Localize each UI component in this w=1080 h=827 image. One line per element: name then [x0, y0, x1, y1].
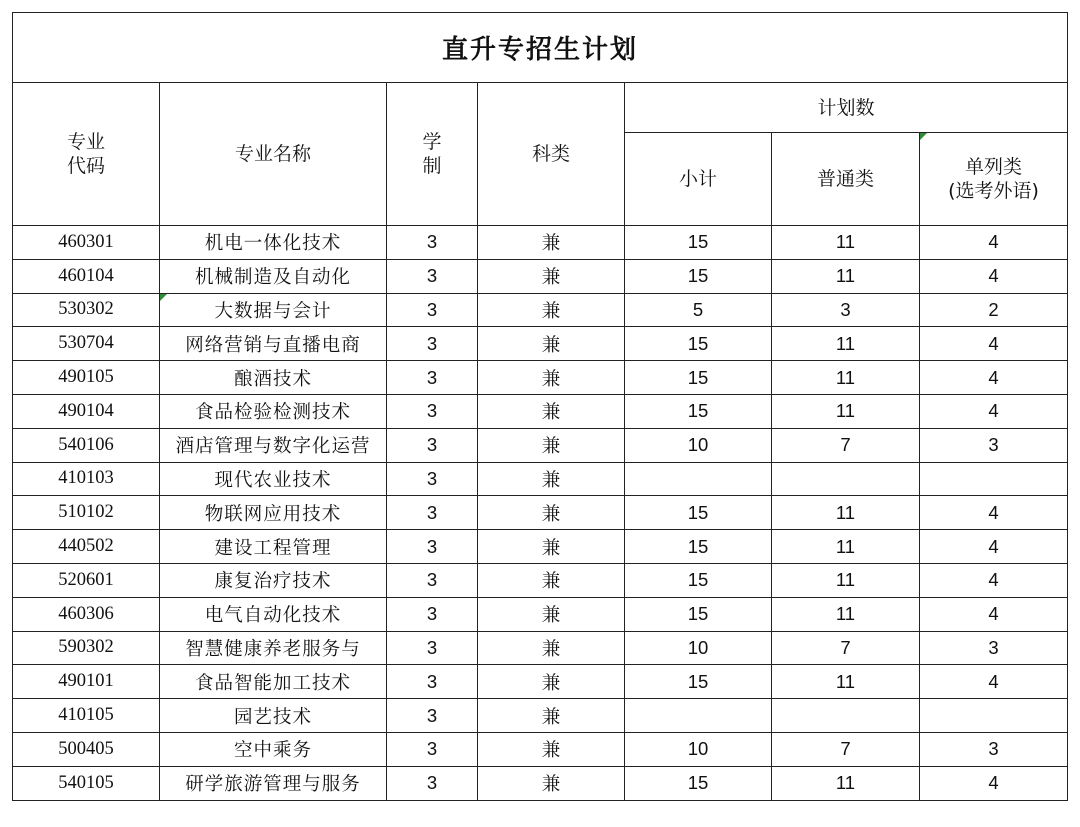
cell-regular: 11: [772, 226, 920, 260]
cell-category: 兼: [478, 361, 625, 395]
cell-separate: 3: [920, 631, 1068, 665]
cell-category: 兼: [478, 631, 625, 665]
cell-years: 3: [387, 563, 478, 597]
cell-category: 兼: [478, 699, 625, 733]
cell-code: 540106: [13, 428, 160, 462]
cell-subtotal: 15: [625, 361, 772, 395]
header-subtotal: 小计: [625, 133, 772, 226]
table-row: [13, 766, 1068, 800]
cell-name: 空中乘务: [160, 732, 387, 766]
cell-subtotal: 15: [625, 563, 772, 597]
header-major-code-line1: 专业: [66, 131, 105, 153]
cell-years: 3: [387, 428, 478, 462]
cell-regular: [772, 462, 920, 496]
cell-regular: 7: [772, 732, 920, 766]
cell-code: 490104: [13, 394, 160, 428]
table-body: [13, 13, 1068, 801]
cell-category: 兼: [478, 732, 625, 766]
cell-separate: 3: [920, 428, 1068, 462]
cell-subtotal: 15: [625, 496, 772, 530]
header-separate-line2: (选考外语): [948, 180, 1039, 202]
cell-separate: 4: [920, 496, 1068, 530]
cell-code: 440502: [13, 530, 160, 564]
cell-subtotal: 10: [625, 732, 772, 766]
header-years: [387, 83, 478, 226]
cell-subtotal: 15: [625, 530, 772, 564]
cell-separate: 4: [920, 361, 1068, 395]
cell-years: 3: [387, 226, 478, 260]
cell-regular: 11: [772, 496, 920, 530]
cell-separate: 4: [920, 394, 1068, 428]
cell-subtotal: 10: [625, 631, 772, 665]
cell-name: 研学旅游管理与服务: [160, 766, 387, 800]
table-row: [13, 226, 1068, 260]
enrollment-plan-sheet: [12, 12, 1068, 801]
cell-years: 3: [387, 530, 478, 564]
table-title: 直升专招生计划: [13, 13, 1068, 83]
cell-years: 3: [387, 361, 478, 395]
cell-category: 兼: [478, 394, 625, 428]
cell-separate: 4: [920, 563, 1068, 597]
cell-years: 3: [387, 394, 478, 428]
header-separate-line1: 单列类: [964, 156, 1022, 178]
header-separate: [920, 133, 1068, 226]
cell-years: 3: [387, 631, 478, 665]
cell-category: 兼: [478, 259, 625, 293]
cell-subtotal: 15: [625, 226, 772, 260]
cell-name: 大数据与会计: [160, 293, 387, 327]
table-row: [13, 462, 1068, 496]
cell-separate: [920, 462, 1068, 496]
cell-subtotal: [625, 462, 772, 496]
table-row: [13, 496, 1068, 530]
cell-separate: 4: [920, 665, 1068, 699]
cell-regular: 11: [772, 361, 920, 395]
header-major-name: 专业名称: [160, 83, 387, 226]
cell-category: 兼: [478, 496, 625, 530]
table-row: [13, 361, 1068, 395]
cell-years: 3: [387, 766, 478, 800]
table-row: [13, 665, 1068, 699]
cell-category: 兼: [478, 766, 625, 800]
cell-subtotal: 10: [625, 428, 772, 462]
table-row: [13, 293, 1068, 327]
cell-name: 机械制造及自动化: [160, 259, 387, 293]
cell-code: 460104: [13, 259, 160, 293]
cell-code: 510102: [13, 496, 160, 530]
cell-code: 490101: [13, 665, 160, 699]
cell-category: 兼: [478, 563, 625, 597]
cell-code: 490105: [13, 361, 160, 395]
cell-category: 兼: [478, 462, 625, 496]
cell-years: 3: [387, 597, 478, 631]
header-years-line2: 制: [422, 155, 442, 177]
cell-separate: 4: [920, 327, 1068, 361]
cell-regular: 11: [772, 327, 920, 361]
cell-name: 建设工程管理: [160, 530, 387, 564]
cell-years: 3: [387, 699, 478, 733]
cell-subtotal: 15: [625, 394, 772, 428]
cell-years: 3: [387, 327, 478, 361]
cell-regular: 11: [772, 665, 920, 699]
cell-separate: 4: [920, 259, 1068, 293]
header-major-code-line2: 代码: [66, 155, 105, 177]
cell-regular: 11: [772, 530, 920, 564]
table-row: [13, 259, 1068, 293]
cell-regular: [772, 699, 920, 733]
cell-separate: 2: [920, 293, 1068, 327]
cell-code: 410103: [13, 462, 160, 496]
cell-subtotal: 15: [625, 597, 772, 631]
table-row: [13, 699, 1068, 733]
cell-regular: 11: [772, 597, 920, 631]
cell-separate: [920, 699, 1068, 733]
cell-separate: 4: [920, 766, 1068, 800]
header-plan-count: 计划数: [625, 83, 1068, 133]
cell-separate: 4: [920, 226, 1068, 260]
cell-years: 3: [387, 665, 478, 699]
cell-category: 兼: [478, 226, 625, 260]
cell-name: 食品检验检测技术: [160, 394, 387, 428]
cell-code: 460301: [13, 226, 160, 260]
cell-subtotal: 15: [625, 665, 772, 699]
cell-regular: 11: [772, 259, 920, 293]
cell-code: 530704: [13, 327, 160, 361]
cell-separate: 4: [920, 530, 1068, 564]
cell-regular: 11: [772, 394, 920, 428]
cell-regular: 11: [772, 766, 920, 800]
cell-category: 兼: [478, 327, 625, 361]
header-major-code: [13, 83, 160, 226]
table-row: [13, 732, 1068, 766]
cell-name: 食品智能加工技术: [160, 665, 387, 699]
cell-code: 540105: [13, 766, 160, 800]
cell-name: 康复治疗技术: [160, 563, 387, 597]
cell-subtotal: 5: [625, 293, 772, 327]
cell-subtotal: 15: [625, 327, 772, 361]
cell-years: 3: [387, 496, 478, 530]
cell-name: 物联网应用技术: [160, 496, 387, 530]
cell-regular: 7: [772, 631, 920, 665]
cell-category: 兼: [478, 665, 625, 699]
cell-code: 460306: [13, 597, 160, 631]
cell-code: 530302: [13, 293, 160, 327]
header-category: 科类: [478, 83, 625, 226]
table-row: [13, 428, 1068, 462]
table-row: [13, 631, 1068, 665]
cell-years: 3: [387, 462, 478, 496]
cell-code: 500405: [13, 732, 160, 766]
cell-name: 酒店管理与数字化运营: [160, 428, 387, 462]
cell-name: 现代农业技术: [160, 462, 387, 496]
cell-name: 网络营销与直播电商: [160, 327, 387, 361]
cell-subtotal: 15: [625, 766, 772, 800]
cell-category: 兼: [478, 530, 625, 564]
cell-name: 智慧健康养老服务与: [160, 631, 387, 665]
header-regular: 普通类: [772, 133, 920, 226]
cell-code: 410105: [13, 699, 160, 733]
cell-regular: 7: [772, 428, 920, 462]
cell-category: 兼: [478, 293, 625, 327]
cell-separate: 4: [920, 597, 1068, 631]
cell-years: 3: [387, 259, 478, 293]
cell-name: 园艺技术: [160, 699, 387, 733]
cell-regular: 11: [772, 563, 920, 597]
table-row: [13, 597, 1068, 631]
header-years-line1: 学: [422, 131, 442, 153]
table-row: [13, 394, 1068, 428]
cell-name: 酿酒技术: [160, 361, 387, 395]
cell-category: 兼: [478, 597, 625, 631]
cell-regular: 3: [772, 293, 920, 327]
cell-name: 电气自动化技术: [160, 597, 387, 631]
table-row: [13, 563, 1068, 597]
cell-years: 3: [387, 732, 478, 766]
cell-code: 520601: [13, 563, 160, 597]
cell-code: 590302: [13, 631, 160, 665]
cell-name: 机电一体化技术: [160, 226, 387, 260]
cell-years: 3: [387, 293, 478, 327]
cell-subtotal: [625, 699, 772, 733]
cell-subtotal: 15: [625, 259, 772, 293]
cell-separate: 3: [920, 732, 1068, 766]
table-row: [13, 327, 1068, 361]
cell-category: 兼: [478, 428, 625, 462]
enrollment-plan-table: [12, 12, 1068, 801]
table-row: [13, 530, 1068, 564]
